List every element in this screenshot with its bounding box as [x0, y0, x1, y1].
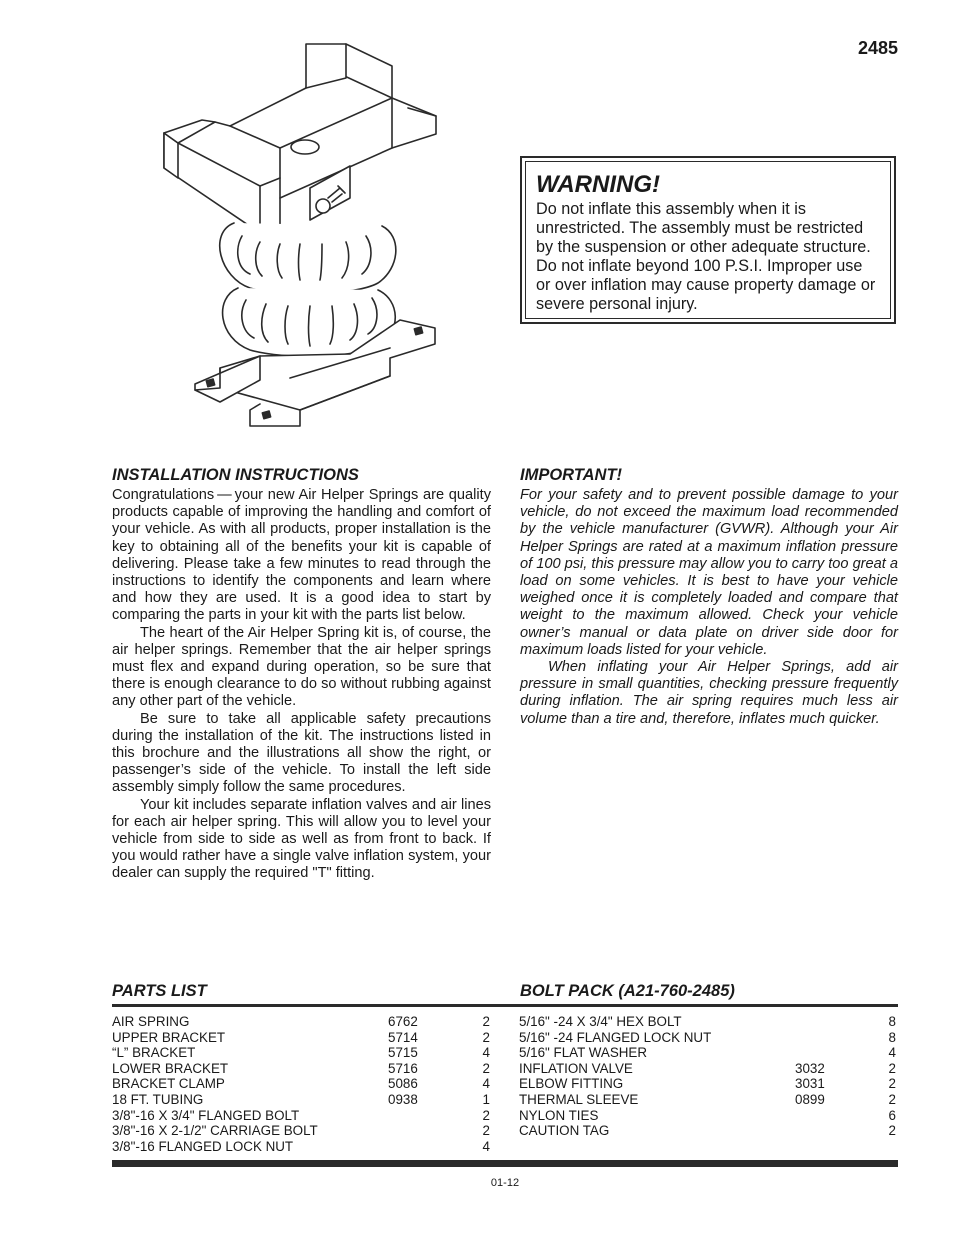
- important-heading: IMPORTANT!: [520, 466, 623, 484]
- bolt-qty: 8: [888, 1014, 896, 1029]
- air-spring-assembly-illustration: [150, 38, 450, 428]
- bolt-name: 5/16" FLAT WASHER: [519, 1045, 648, 1061]
- parts-row: [112, 1092, 492, 1108]
- bolt-row: [519, 1092, 898, 1108]
- bolt-row: [519, 1045, 898, 1061]
- bolt-name: THERMAL SLEEVE: [519, 1091, 639, 1107]
- parts-list-table: [112, 1014, 492, 1154]
- warning-title: WARNING!: [536, 171, 660, 198]
- part-number: 5716: [388, 1060, 418, 1076]
- part-name: 18 FT. TUBING: [112, 1091, 204, 1107]
- page-number: 2485: [857, 38, 898, 58]
- part-qty: 1: [482, 1091, 490, 1107]
- top-rule: [112, 1004, 898, 1007]
- installation-paragraph: Congratulations — your new Air Helper Springs are quality products capable of improving the handling and comfort of your vehicle. As with all products, proper installation is the key to obtaining all of the benefits your kit is capable of delivering. Please take a few minutes to read through the instructions to identify the components and learn where and how they are used. It is a good idea to start by comparing the parts in your kit with the parts list below.: [112, 487, 491, 624]
- parts-row: [112, 1076, 492, 1092]
- bolt-name: 5/16" -24 X 3/4" HEX BOLT: [519, 1014, 682, 1029]
- parts-row: [112, 1030, 492, 1046]
- bottom-rule: [112, 1160, 898, 1167]
- part-qty: 2: [482, 1123, 490, 1139]
- part-qty: 2: [482, 1014, 490, 1029]
- parts-row: [112, 1123, 492, 1139]
- parts-list-heading: PARTS LIST: [112, 982, 207, 1000]
- parts-row: [112, 1014, 492, 1030]
- bolt-name: CAUTION TAG: [519, 1123, 610, 1139]
- part-name: AIR SPRING: [112, 1014, 190, 1029]
- parts-row: [112, 1061, 492, 1077]
- installation-paragraph: The heart of the Air Helper Spring kit is, of course, the air helper springs. Remember that the air helper springs must flex and expand during operation, so be sure that there is enough clearance to do so without rubbing against any other part of the vehicle.: [112, 624, 491, 710]
- bolt-row: [519, 1061, 898, 1077]
- bolt-row: [519, 1014, 898, 1030]
- part-qty: 2: [482, 1029, 490, 1045]
- part-qty: 2: [482, 1107, 490, 1123]
- installation-paragraph: Be sure to take all applicable safety precautions during the installation of the kit. The instructions listed in this brochure and the illustrations all show the right, or passenger’s side of the vehicle. To install the left side assembly simply follow the same procedures.: [112, 710, 491, 796]
- part-qty: 4: [482, 1076, 490, 1092]
- part-qty: 2: [482, 1060, 490, 1076]
- bolt-qty: 2: [888, 1060, 896, 1076]
- bolt-name: ELBOW FITTING: [519, 1076, 624, 1092]
- bolt-name: 5/16" -24 FLANGED LOCK NUT: [519, 1029, 712, 1045]
- important-paragraph: When inflating your Air Helper Springs, add air pressure in small quantities, checking pressure frequently during inflation. The air spring requires much less air volume than a tire and, therefore, inflates much quicker.: [520, 659, 898, 727]
- part-name: 3/8"-16 FLANGED LOCK NUT: [112, 1138, 294, 1154]
- bolt-qty: 8: [888, 1029, 896, 1045]
- bolt-name: INFLATION VALVE: [519, 1060, 633, 1076]
- bolt-qty: 4: [888, 1045, 896, 1061]
- important-text: [520, 487, 898, 728]
- part-number: 5715: [388, 1045, 418, 1061]
- part-number: 0938: [388, 1091, 418, 1107]
- part-name: BRACKET CLAMP: [112, 1076, 225, 1092]
- part-name: LOWER BRACKET: [112, 1060, 229, 1076]
- part-number: 5086: [388, 1076, 418, 1092]
- bolt-pack-table: [519, 1014, 898, 1139]
- bolt-qty: 2: [888, 1076, 896, 1092]
- part-number: 6762: [388, 1014, 418, 1029]
- warning-box: [520, 156, 896, 324]
- bolt-qty: 2: [888, 1091, 896, 1107]
- footer-code: 01-12: [490, 1177, 520, 1189]
- important-paragraph: For your safety and to prevent possible damage to your vehicle, do not exceed the maximum load recommended by the vehicle manufacturer (GVWR). Although your Air Helper Springs are rated at a maximum inflation pressure of 100 psi, this pressure may allow you to carry too great a load on some vehicles. It is best to have your vehicle weighed once it is completely loaded and compare that weight to the maximum allowed. Check your vehicle owner’s manual or data plate on driver side door for maximum loads listed for your vehicle.: [520, 487, 898, 658]
- bolt-pack-heading: BOLT PACK (A21-760-2485): [520, 982, 735, 1000]
- parts-row: [112, 1139, 492, 1155]
- bolt-name: NYLON TIES: [519, 1107, 599, 1123]
- installation-heading: INSTALLATION INSTRUCTIONS: [112, 466, 359, 484]
- installation-text: [112, 487, 491, 883]
- bolt-qty: 2: [888, 1123, 896, 1139]
- installation-paragraph: Your kit includes separate inflation valves and air lines for each air helper spring. This will allow you to level your vehicle from side to side as well as from front to back. If you would rather have a single valve inflation system, your dealer can supply the required "T" fitting.: [112, 796, 491, 882]
- part-name: “L” BRACKET: [112, 1045, 196, 1061]
- part-name: 3/8"-16 X 2-1/2" CARRIAGE BOLT: [112, 1123, 318, 1139]
- parts-row: [112, 1108, 492, 1124]
- parts-row: [112, 1045, 492, 1061]
- bolt-part-number: 0899: [795, 1091, 825, 1107]
- warning-text: Do not inflate this assembly when it is unrestricted. The assembly must be restricted by the suspension or other adequate structure. Do not inflate beyond 100 P.S.I. Improper use or over inflation may cause property damage or severe personal injury.: [536, 200, 876, 313]
- bolt-row: [519, 1108, 898, 1124]
- bolt-row: [519, 1123, 898, 1139]
- part-qty: 4: [482, 1045, 490, 1061]
- bolt-qty: 6: [888, 1107, 896, 1123]
- bolt-part-number: 3031: [795, 1076, 825, 1092]
- bolt-row: [519, 1030, 898, 1046]
- bolt-part-number: 3032: [795, 1060, 825, 1076]
- part-name: UPPER BRACKET: [112, 1029, 226, 1045]
- part-qty: 4: [482, 1138, 490, 1154]
- bolt-row: [519, 1076, 898, 1092]
- part-name: 3/8"-16 X 3/4" FLANGED BOLT: [112, 1107, 300, 1123]
- part-number: 5714: [388, 1029, 418, 1045]
